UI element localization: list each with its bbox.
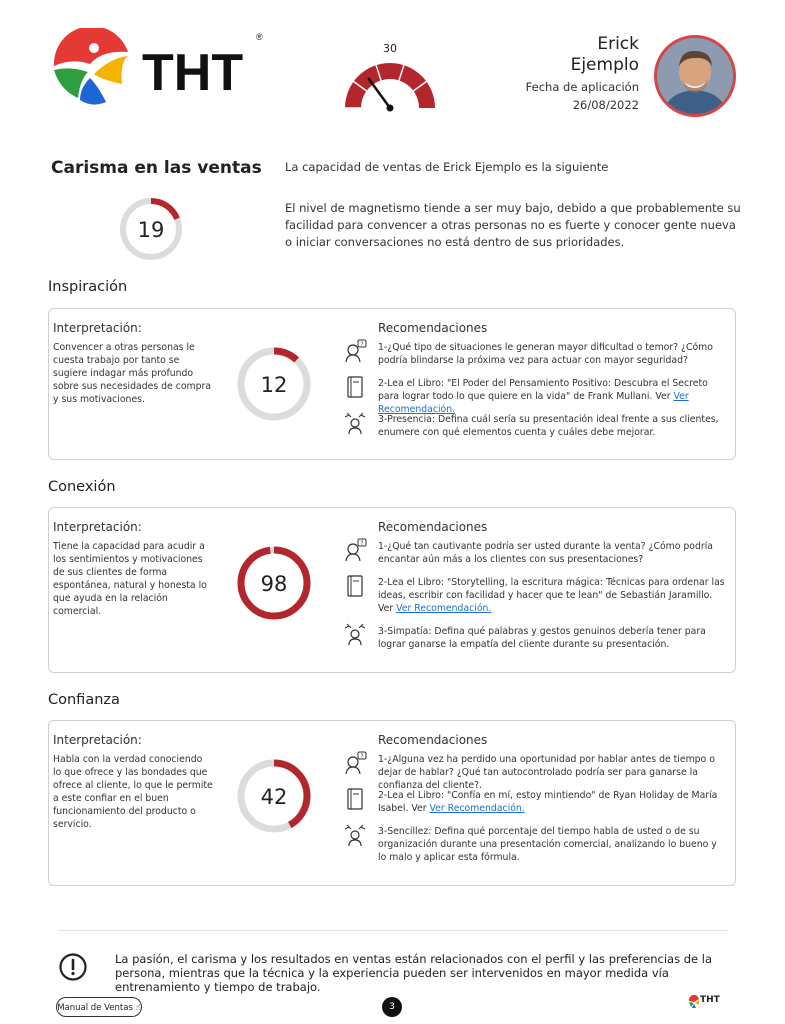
book-icon [343,574,367,598]
page-number: 3 [382,997,402,1017]
score-value: 12 [260,373,288,397]
book-icon [343,375,367,399]
ver-recomendacion-link[interactable]: Ver Recomendación. [429,803,525,814]
ver-recomendacion-link[interactable]: Ver Recomendación. [378,391,689,415]
svg-text:?: ? [360,753,364,760]
small-tht-logo-icon [688,995,700,1009]
thinking-person-icon [343,538,367,562]
card-confianza [48,720,736,886]
score-ring [235,345,313,423]
recommendation-1: 1-¿Alguna vez ha perdido una oportunidad por hablar antes de tiempo o dejar de hablar? ¿Qué tan autocontrolado podría ser para ganarse la confianza del cliente?. [378,754,715,791]
interpretation-heading: Interpretación: [53,321,142,335]
recommendations-heading: Recomendaciones [378,520,488,534]
section-title-inspiracion: Inspiración [48,279,128,295]
recommendation-3: 3-Sencillez: Defina qué porcentaje del tiempo habla de usted o de su organización durante una presentación comercial, analizando lo bueno y lo malo y aplicar esta fórmula. [378,826,717,863]
main-score: 19 [137,218,165,242]
user-name: Erick Ejemplo [570,34,639,75]
recommendation-3: 3-Simpatía: Defina qué palabras y gestos genuinos debería tener para lograr ganarse la empatía del cliente durante su presentación. [378,626,706,650]
footnote: La pasión, el carisma y los resultados en ventas están relacionados con el perfil y las preferencias de la persona, mientras que la técnica y la experiencia pueden ser intervenidos en mayor medida vía entrenamiento y tiempo de trabajo. [115,952,712,994]
card-inspiracion [48,308,736,460]
section-title-confianza: Confianza [48,692,120,708]
main-score-ring [118,196,184,262]
gauge-value: 30 [383,42,397,55]
recommendation-3: 3-Presencia: Defina cuál sería su presentación ideal frente a sus clientes, enumere con qué elementos cuenta y cuáles debe mejorar. [378,414,719,438]
card-conexion [48,507,736,673]
divider [58,930,728,931]
ver-recomendacion-link[interactable]: Ver Recomendación. [396,603,492,614]
recommendation-2: 2-Lea el Libro: "El Poder del Pensamiento Positivo: Descubra el Secreto para lograr todo lo que quiere en la vida" de Frank Mullani. Ver Ver Recomendación. [378,378,708,415]
score-value: 98 [260,572,288,596]
summary-description: El nivel de magnetismo tiende a ser muy bajo, debido a que probablemente su facilidad para convencer a otras personas no es fuerte y conocer gente nueva o iniciar conversaciones no está dentro de sus prioridades. [285,201,741,249]
recommendations-heading: Recomendaciones [378,733,488,747]
svg-text:?: ? [360,540,364,547]
hand-pointer-icon: ☝ [132,1003,141,1013]
interpretation-heading: Interpretación: [53,520,142,534]
interpretation-text: Tiene la capacidad para acudir a los sentimientos y motivaciones de sus clientes de forma espontánea, natural y honesta lo que ayuda en la relación comercial. [53,541,207,617]
svg-text:®: ® [256,32,263,42]
application-date: 26/08/2022 [572,98,639,112]
presentation-person-icon [343,411,367,435]
score-ring [235,757,313,835]
svg-text:THT: THT [142,44,244,102]
section-title-conexion: Conexión [48,479,116,495]
gauge [335,38,445,118]
tht-logo [50,28,270,108]
recommendation-1: 1-¿Qué tan cautivante podría ser usted durante la venta? ¿Cómo podría encantar aún más a los clientes con sus presentaciones? [378,541,713,565]
book-icon [343,787,367,811]
capacity-line: La capacidad de ventas de Erick Ejemplo es la siguiente [285,160,609,174]
presentation-person-icon [343,823,367,847]
thinking-person-icon [343,751,367,775]
interpretation-text: Convencer a otras personas le cuesta trabajo por tanto se sugiere indagar más profundo sobre sus necesidades de compra y sus motivaciones. [53,342,212,405]
manual-de-ventas-button[interactable]: Manual de Ventas ☝ [56,997,142,1017]
recommendations-heading: Recomendaciones [378,321,488,335]
score-value: 42 [260,785,288,809]
interpretation-heading: Interpretación: [53,733,142,747]
score-ring [235,544,313,622]
main-title: Carisma en las ventas [51,158,262,178]
small-logo-text: THT [700,995,720,1005]
thinking-person-icon [343,339,367,363]
recommendation-2: 2-Lea el Libro: "Confía en mí, estoy mintiendo" de Ryan Holiday de María Isabel. Ver Ver Recomendación. [378,790,718,814]
warning-icon [58,952,88,982]
application-date-label: Fecha de aplicación [525,80,639,94]
interpretation-text: Habla con la verdad conociendo lo que ofrece y las bondades que ofrece al cliente, lo que le permite a este confiar en el buen funcionamiento del producto o servicio. [53,754,213,830]
recommendation-2: 2-Lea el Libro: "Storytelling, la escritura mágica: Técnicas para ordenar las ideas, escribir con facilidad y hacer que te lean" de Sebastián Jaramillo. Ver Ver Recomendación. [378,577,725,614]
avatar [654,35,736,117]
recommendation-1: 1-¿Qué tipo de situaciones le generan mayor dificultad o temor? ¿Cómo podría blindarse la próxima vez para actuar con mayor seguridad? [378,342,713,366]
presentation-person-icon [343,622,367,646]
svg-text:?: ? [360,341,364,348]
